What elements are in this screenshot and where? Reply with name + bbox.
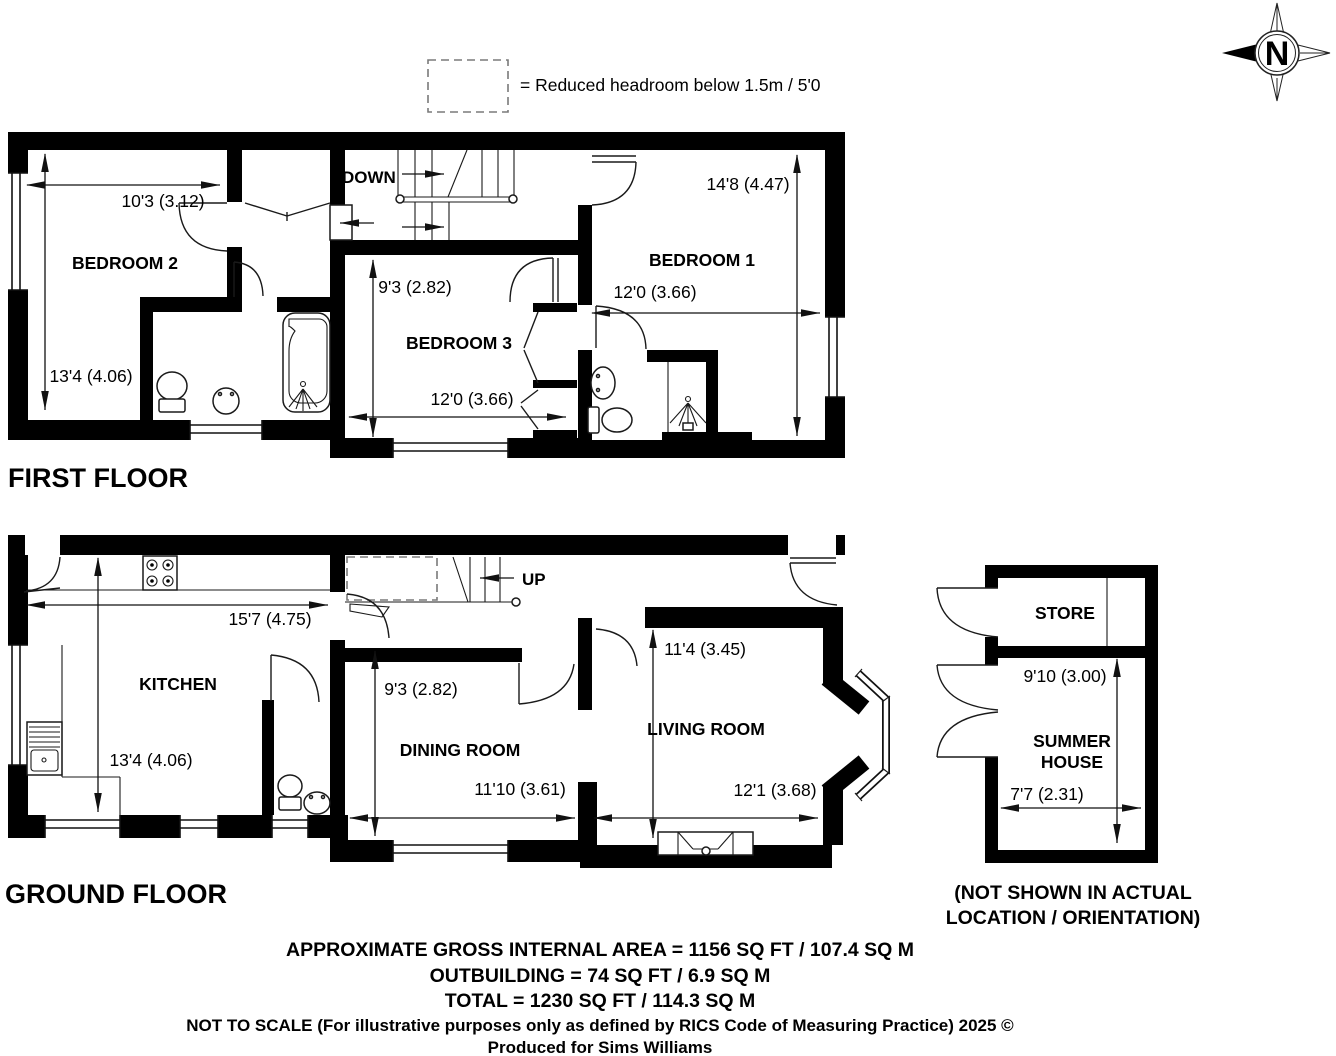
- dining-room-label: DINING ROOM: [399, 740, 521, 760]
- ensuite-fixtures: [588, 362, 706, 433]
- outbuilding-dimension-lines: [1001, 659, 1141, 843]
- first-floor-plan: [8, 132, 845, 493]
- first-floor-title: FIRST FLOOR: [8, 463, 188, 493]
- wc-toilet-icon: [278, 775, 302, 797]
- footer: [186, 939, 1014, 1056]
- stairs-up-label: UP: [522, 570, 546, 589]
- disclaimer: NOT TO SCALE (For illustrative purposes only as defined by RICS Code of Measuring Practice) 2025 ©: [186, 1016, 1014, 1035]
- wc-basin-icon: [304, 792, 330, 814]
- stairs-down-label: DOWN: [342, 168, 396, 187]
- bay-window-icon: [827, 669, 890, 801]
- ensuite-toilet-icon: [602, 408, 632, 432]
- basin-icon: [213, 388, 239, 414]
- bedroom1-depth: 14'8 (4.47): [706, 174, 790, 194]
- toilet-icon: [157, 372, 187, 400]
- stairs-up-icon: [345, 557, 520, 617]
- total-area: TOTAL = 1230 SQ FT / 114.3 SQ M: [444, 990, 756, 1012]
- reduced-headroom-swatch: [428, 60, 508, 112]
- compass-west-arrow: [1222, 44, 1258, 62]
- shower-icon: [686, 397, 691, 402]
- outbuilding-area: OUTBUILDING = 74 SQ FT / 6.9 SQ M: [429, 965, 771, 987]
- bedroom2-label: BEDROOM 2: [72, 253, 178, 273]
- bedroom3-width: 12'0 (3.66): [430, 389, 514, 409]
- bedroom2-width: 10'3 (3.12): [121, 191, 205, 211]
- living-room-width: 12'1 (3.68): [733, 780, 817, 800]
- summer-house-width: 7'7 (2.31): [1010, 784, 1084, 804]
- bathroom-fixtures: [157, 313, 330, 414]
- gross-internal-area: APPROXIMATE GROSS INTERNAL AREA = 1156 SQ FT / 107.4 SQ M: [286, 939, 914, 961]
- first-floor-windows: [8, 173, 845, 458]
- outbuilding-doors: [937, 588, 998, 757]
- compass-north-label: N: [1264, 35, 1290, 73]
- bedroom2-depth: 13'4 (4.06): [49, 366, 133, 386]
- bedroom3-depth: 9'3 (2.82): [378, 277, 452, 297]
- kitchen-width: 15'7 (4.75): [228, 609, 312, 629]
- living-room-label: LIVING ROOM: [647, 719, 765, 739]
- dining-room-depth: 9'3 (2.82): [384, 679, 458, 699]
- compass-icon: [1222, 3, 1330, 101]
- sink-icon: [27, 722, 62, 775]
- outbuilding-note-line2: LOCATION / ORIENTATION): [945, 907, 1201, 929]
- summer-house-depth: 9'10 (3.00): [1023, 666, 1107, 686]
- bedroom1-label: BEDROOM 1: [649, 250, 755, 270]
- kitchen-depth: 13'4 (4.06): [109, 750, 193, 770]
- outbuilding-plan: [937, 565, 1200, 929]
- legend-label: = Reduced headroom below 1.5m / 5'0: [520, 75, 821, 95]
- fireplace-icon: [658, 832, 753, 855]
- summer-house-label-line1: SUMMER: [1033, 731, 1111, 751]
- ground-floor-plan: [5, 535, 890, 909]
- kitchen-label: KITCHEN: [139, 674, 217, 694]
- producer-credit: Produced for Sims Williams: [487, 1038, 713, 1056]
- summer-house-label-line2: HOUSE: [1040, 752, 1104, 772]
- wc-fixtures: [278, 775, 330, 814]
- legend: [428, 60, 821, 112]
- reduced-headroom-area: [347, 557, 437, 600]
- ensuite-basin-icon: [591, 367, 615, 399]
- dining-room-width: 11'10 (3.61): [474, 779, 566, 799]
- bedroom3-label: BEDROOM 3: [406, 333, 512, 353]
- ground-floor-title: GROUND FLOOR: [5, 879, 227, 909]
- bedroom1-width: 12'0 (3.66): [613, 282, 697, 302]
- stairs-down-icon: [396, 150, 517, 240]
- living-room-depth: 11'4 (3.45): [664, 639, 746, 659]
- outbuilding-note-line1: (NOT SHOWN IN ACTUAL: [954, 882, 1192, 904]
- store-label: STORE: [1035, 603, 1095, 623]
